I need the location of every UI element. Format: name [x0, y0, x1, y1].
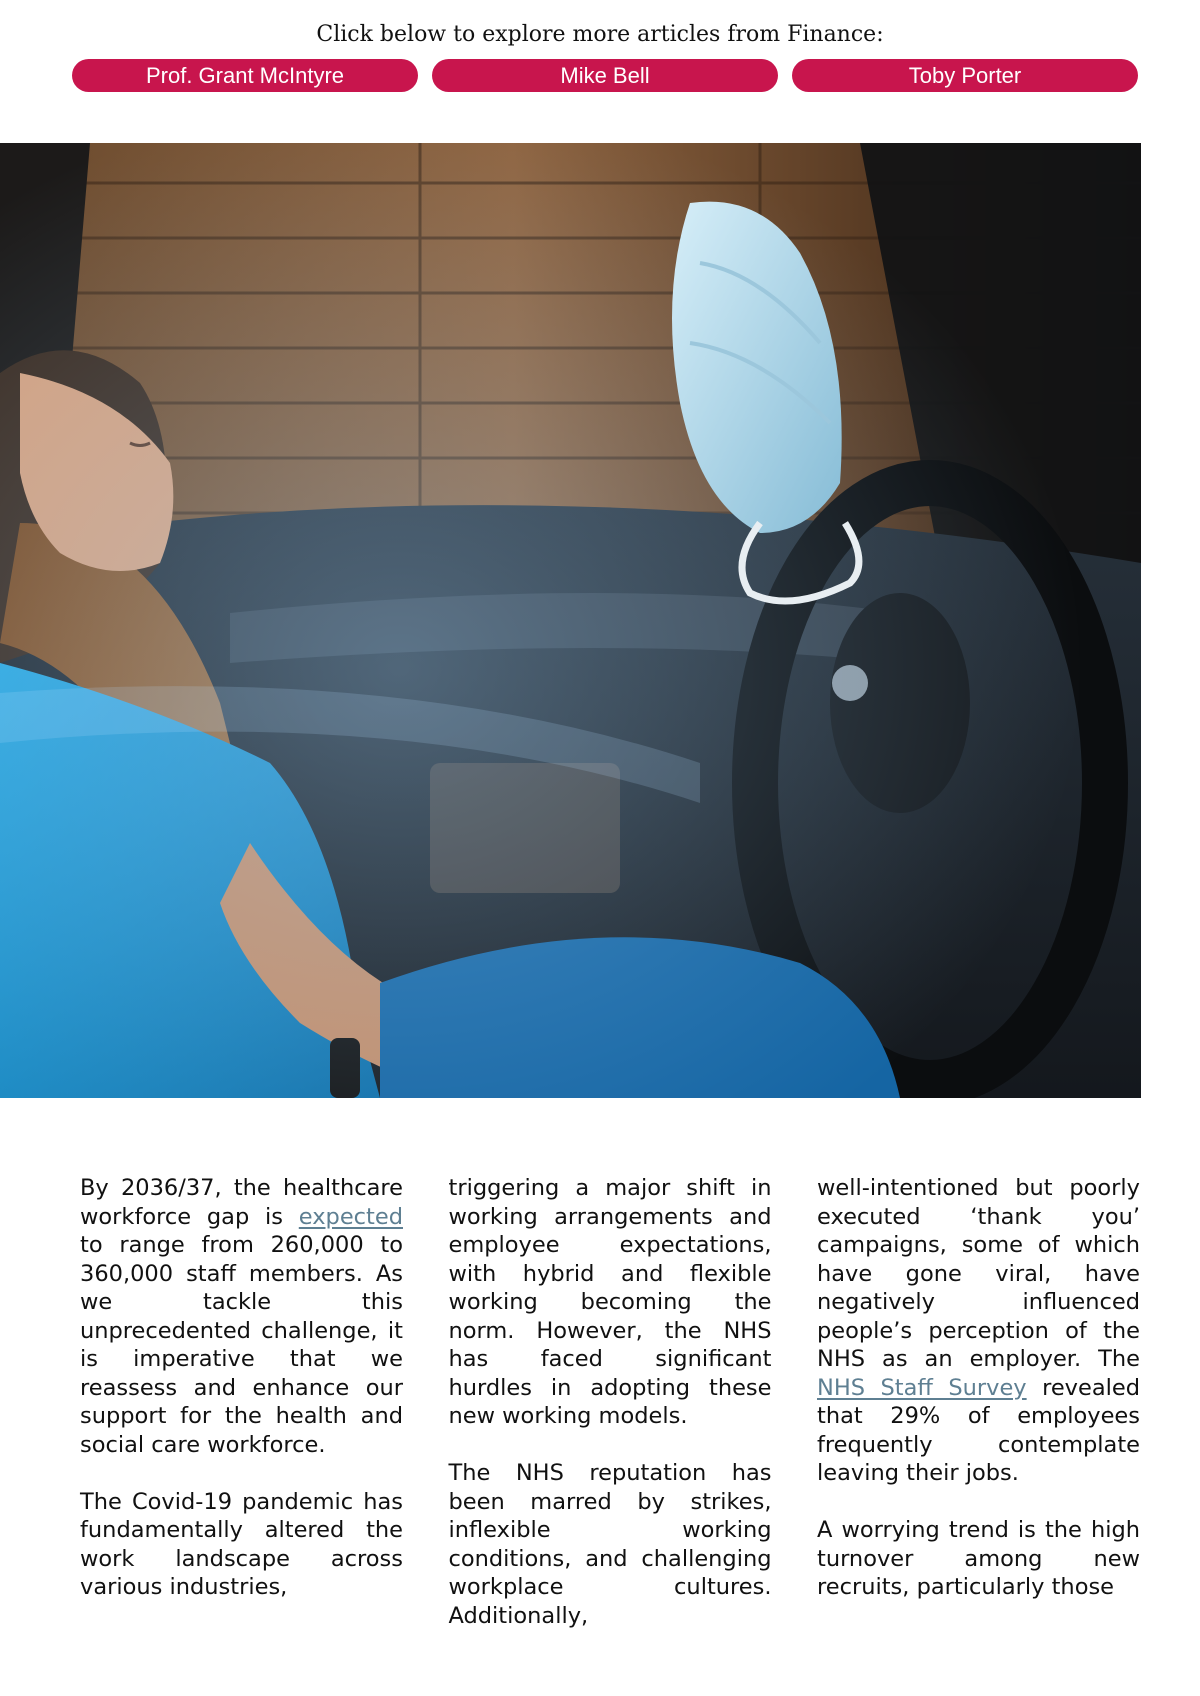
author-button-grant-mcintyre[interactable]: Prof. Grant McIntyre: [72, 59, 418, 92]
nhs-staff-survey-link[interactable]: NHS Staff Survey: [817, 1374, 1027, 1401]
paragraph: By 2036/37, the healthcare workforce gap is expected to range from 260,000 to 360,000 staff members. As we tackle this unprecedented challenge, it is imperative that we reassess and enhance our support for the health and social care workforce.: [80, 1175, 403, 1458]
article-column-1: [80, 1174, 403, 1630]
article-column-3: [817, 1174, 1140, 1630]
paragraph: The NHS reputation has been marred by strikes, inflexible working conditions, and challenging workplace cultures. Additionally,: [448, 1460, 772, 1629]
article-column-2: [449, 1174, 772, 1630]
author-links: [72, 59, 1138, 92]
article-body: [80, 1174, 1140, 1630]
explore-more-text: Click below to explore more articles from Finance:: [316, 22, 884, 47]
paragraph: well-intentioned but poorly executed ‘thank you’ campaigns, some of which have gone viral, have negatively influenced people’s perception of the NHS as an employer. The NHS Staff Survey revealed that 29% of employees frequently contemplate leaving their jobs.: [817, 1175, 1141, 1486]
hero-image: [0, 143, 1141, 1098]
paragraph: triggering a major shift in working arrangements and employee expectations, with hybrid and flexible working becoming the norm. However, the NHS has faced significant hurdles in adopting these new working models.: [448, 1175, 772, 1429]
hero-illustration: [0, 143, 1141, 1098]
author-button-toby-porter[interactable]: Toby Porter: [792, 59, 1138, 92]
expected-link[interactable]: expected: [298, 1203, 403, 1230]
paragraph: The Covid-19 pandemic has fundamentally altered the work landscape across various industries,: [80, 1488, 403, 1600]
paragraph: A worrying trend is the high turnover among new recruits, particularly those: [817, 1517, 1140, 1600]
author-button-mike-bell[interactable]: Mike Bell: [432, 59, 778, 92]
